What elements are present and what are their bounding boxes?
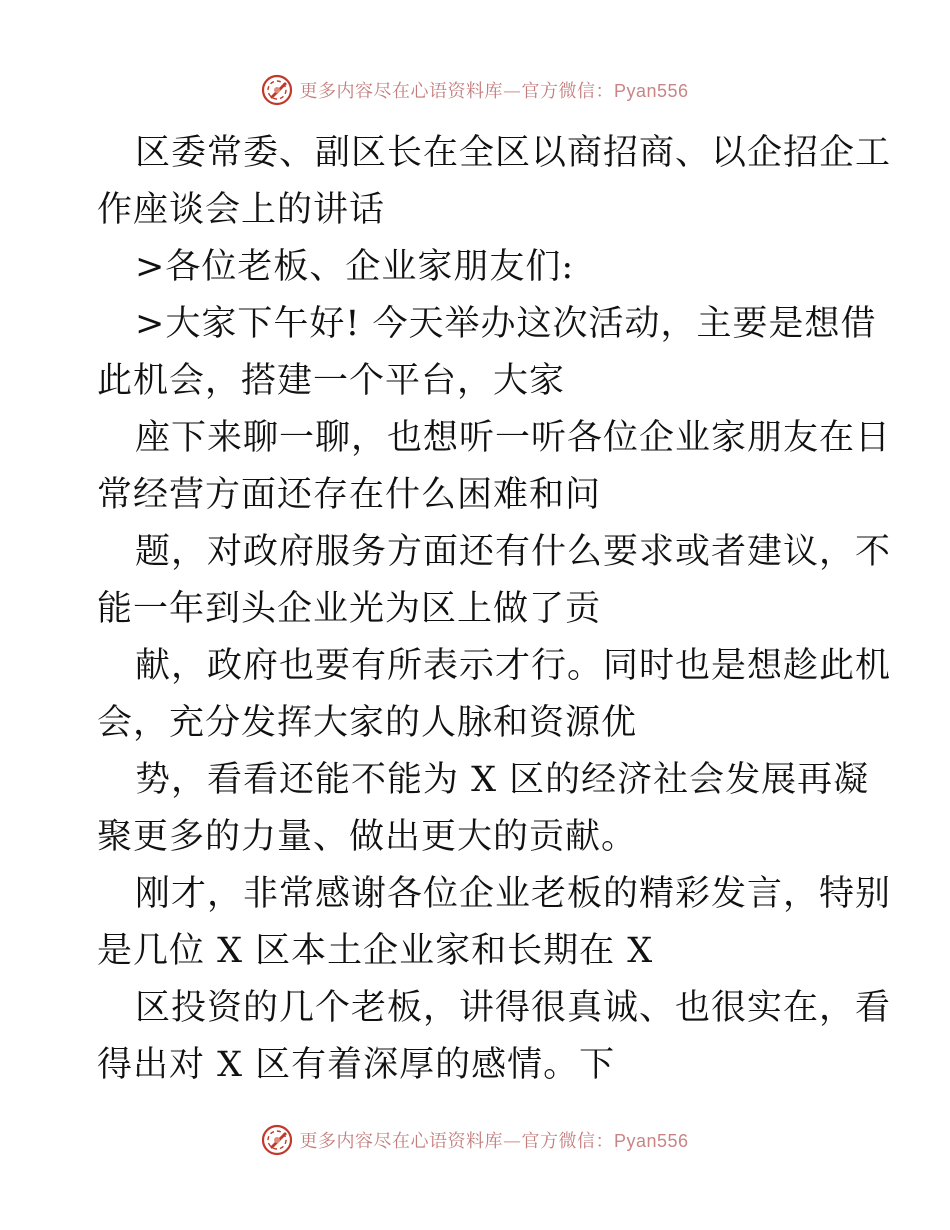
footer-watermark [0, 1120, 950, 1160]
watermark-contact-id: Pyan556 [613, 1131, 689, 1151]
watermark-text [299, 1127, 688, 1153]
text-line: 献，政府也要有所表示才行。同时也是想趁此机 [135, 646, 892, 686]
watermark-dash: — [502, 1131, 522, 1152]
header-watermark [0, 70, 950, 110]
brand-logo-icon [261, 1124, 293, 1156]
text-line: >各位老板、企业家朋友们: [135, 247, 575, 287]
watermark-dash: — [502, 81, 522, 102]
text-line: 常经营方面还存在什么困难和问 [97, 475, 602, 515]
text-line: 是几位 X 区本土企业家和长期在 X [97, 931, 654, 971]
text-line: 聚更多的力量、做出更大的贡献。 [97, 817, 638, 857]
text-line: 能一年到头企业光为区上做了贡 [97, 589, 602, 629]
text-line: 得出对 X 区有着深厚的感情。下 [97, 1045, 616, 1085]
text-line: 势，看看还能不能为 X 区的经济社会发展再凝 [135, 760, 870, 800]
text-line: 区投资的几个老板，讲得很真诚、也很实在，看 [135, 988, 892, 1028]
text-line: 会，充分发挥大家的人脉和资源优 [97, 703, 638, 743]
text-line: 区委常委、副区长在全区以商招商、以企招企工 [135, 133, 892, 173]
brand-logo-icon [261, 74, 293, 106]
text-line: 刚才，非常感谢各位企业老板的精彩发言，特别 [135, 874, 892, 914]
watermark-brand: 更多内容尽在心语资料库 [299, 1131, 503, 1152]
watermark-brand: 更多内容尽在心语资料库 [299, 81, 503, 102]
watermark-contact-label: 官方微信： [521, 1131, 614, 1152]
watermark-text [299, 77, 688, 103]
document-body [97, 125, 892, 1094]
text-line: 作座谈会上的讲话 [97, 190, 386, 230]
text-line: 题，对政府服务方面还有什么要求或者建议，不 [135, 532, 892, 572]
text-line: 此机会，搭建一个平台，大家 [97, 361, 566, 401]
watermark-contact-id: Pyan556 [613, 81, 689, 101]
text-line: 座下来聊一聊，也想听一听各位企业家朋友在日 [135, 418, 892, 458]
watermark-contact-label: 官方微信： [521, 81, 614, 102]
text-line: >大家下午好! 今天举办这次活动，主要是想借 [135, 304, 877, 344]
